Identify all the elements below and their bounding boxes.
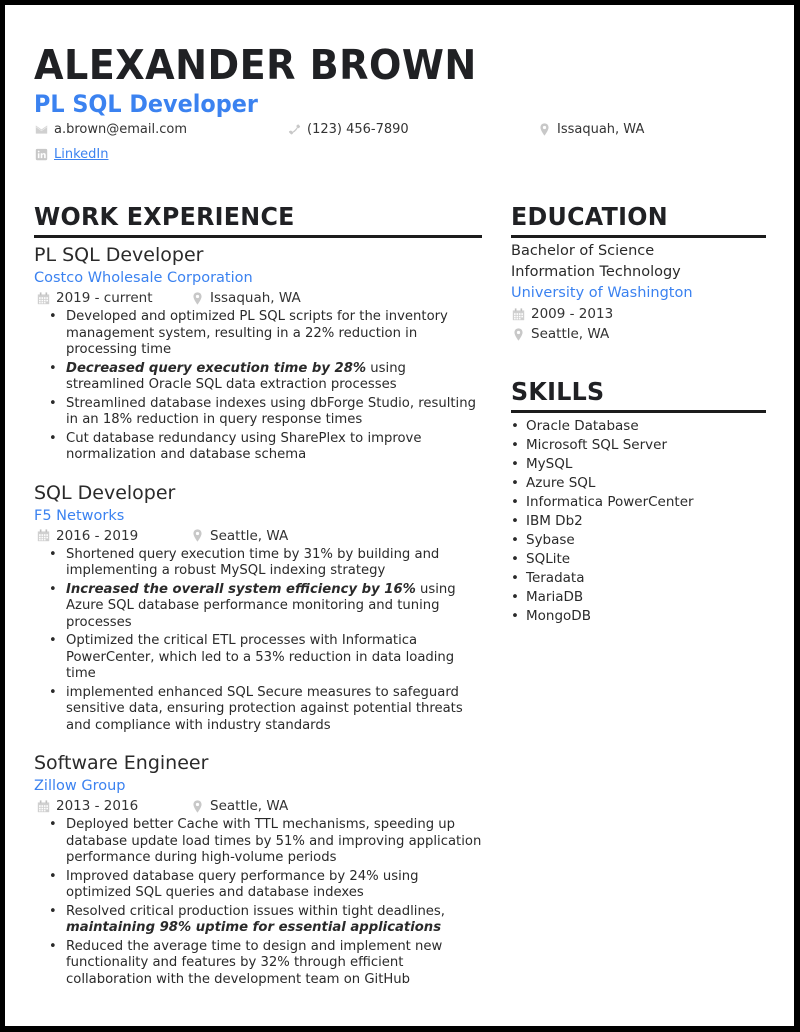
company-name: Costco Wholesale Corporation	[34, 270, 253, 286]
skill-item: • Oracle Database	[511, 417, 766, 436]
phone-text: (123) 456-7890	[307, 122, 409, 137]
job-entry	[34, 750, 482, 988]
email-text[interactable]: a.brown@email.com	[54, 122, 187, 137]
bullet-item: • Developed and optimized PL SQL scripts for the inventory management system, resulting in a 22% reduction in processing time	[47, 309, 482, 359]
map-pin-icon	[190, 529, 204, 543]
education-dates: 2009 - 2013	[511, 304, 766, 324]
job-bullets	[47, 547, 482, 735]
calendar-icon	[36, 799, 50, 813]
linkedin-icon	[34, 148, 48, 162]
right-column	[511, 201, 766, 626]
bullet-item: • Cut database redundancy using SharePlex to improve normalization and database schema	[47, 431, 482, 464]
job-location: Seattle, WA	[210, 527, 289, 544]
skill-item: • Informatica PowerCenter	[511, 493, 766, 512]
education-location: Seattle, WA	[511, 324, 766, 344]
section-heading: WORK EXPERIENCE	[34, 201, 482, 238]
map-pin-icon	[190, 799, 204, 813]
linkedin-link[interactable]: LinkedIn	[54, 147, 109, 162]
calendar-icon	[36, 529, 50, 543]
map-pin-icon	[537, 123, 551, 137]
job-bullets	[47, 817, 482, 988]
work-experience-section	[34, 201, 482, 990]
job-bullets	[47, 309, 482, 464]
location-text: Issaquah, WA	[557, 122, 645, 137]
skill-item: • Teradata	[511, 569, 766, 588]
map-pin-icon	[190, 291, 204, 305]
section-heading: EDUCATION	[511, 201, 766, 238]
company-name: F5 Networks	[34, 507, 125, 524]
calendar-icon	[511, 307, 525, 321]
job-entry	[34, 242, 482, 464]
calendar-icon	[36, 291, 50, 305]
skill-item: • MongoDB	[511, 607, 766, 626]
contact-email	[34, 122, 187, 137]
bullet-item: • Improved database query performance by 24% using optimized SQL queries and database indexes	[47, 869, 482, 902]
company-name: Zillow Group	[34, 778, 126, 794]
bullet-item: • Optimized the critical ETL processes with Informatica PowerCenter, which led to a 53% reduction in data loading time	[47, 633, 482, 683]
job-meta	[36, 526, 482, 546]
contact-row	[34, 122, 774, 142]
bullet-item: • Shortened query execution time by 31% by building and implementing a robust MySQL indexing strategy	[47, 547, 482, 580]
job-location: Seattle, WA	[210, 798, 289, 814]
contact-location	[537, 122, 644, 137]
bullet-item: • Deployed better Cache with TTL mechanisms, speeding up database update load times by 51% and improving application performance during high-volume periods	[47, 817, 482, 867]
phone-icon	[287, 123, 301, 137]
skill-item: • Azure SQL	[511, 474, 766, 493]
bullet-item: • Increased the overall system efficiency by 16% using Azure SQL database performance monitoring and tuning processes	[47, 582, 482, 632]
skill-item: • IBM Db2	[511, 512, 766, 531]
bullet-item: • implemented enhanced SQL Secure measures to safeguard sensitive data, ensuring protection against potential threats and compliance with industry standards	[47, 685, 482, 735]
job-title: SQL Developer	[34, 481, 176, 504]
candidate-title: PL SQL Developer	[34, 90, 258, 118]
skills-section	[511, 376, 766, 626]
job-dates: 2013 - 2016	[56, 798, 139, 814]
job-title: PL SQL Developer	[34, 244, 204, 266]
section-heading: SKILLS	[511, 376, 766, 413]
skills-list	[511, 417, 766, 626]
skill-item: • MariaDB	[511, 588, 766, 607]
bullet-item: • Streamlined database indexes using dbForge Studio, resulting in an 18% reduction in query response times	[47, 396, 482, 429]
job-meta	[36, 796, 482, 816]
job-location: Issaquah, WA	[210, 290, 301, 306]
field-of-study: Information Technology	[511, 264, 681, 280]
bullet-item: • Reduced the average time to design and implement new functionality and features by 32% through efficient collaboration with the development team on GitHub	[47, 939, 482, 989]
job-title: Software Engineer	[34, 752, 209, 774]
job-entry	[34, 480, 482, 735]
bullet-item: • Decreased query execution time by 28% using streamlined Oracle SQL data extraction processes	[47, 361, 482, 394]
skill-item: • Microsoft SQL Server	[511, 436, 766, 455]
job-dates: 2016 - 2019	[56, 527, 139, 544]
education-section	[511, 201, 766, 344]
job-dates: 2019 - current	[56, 290, 153, 306]
contact-phone	[287, 122, 409, 137]
resume-page	[5, 5, 794, 1026]
skill-item: • Sybase	[511, 531, 766, 550]
skill-item: • SQLite	[511, 550, 766, 569]
degree: Bachelor of Science	[511, 243, 655, 259]
job-meta	[36, 288, 482, 308]
contact-linkedin	[34, 147, 108, 162]
skill-item: • MySQL	[511, 455, 766, 474]
envelope-icon	[34, 123, 48, 137]
bullet-item: • Resolved critical production issues within tight deadlines, maintaining 98% uptime for essential applications	[47, 904, 482, 937]
candidate-name: ALEXANDER BROWN	[34, 41, 477, 89]
map-pin-icon	[511, 327, 525, 341]
school-name: University of Washington	[511, 285, 693, 301]
